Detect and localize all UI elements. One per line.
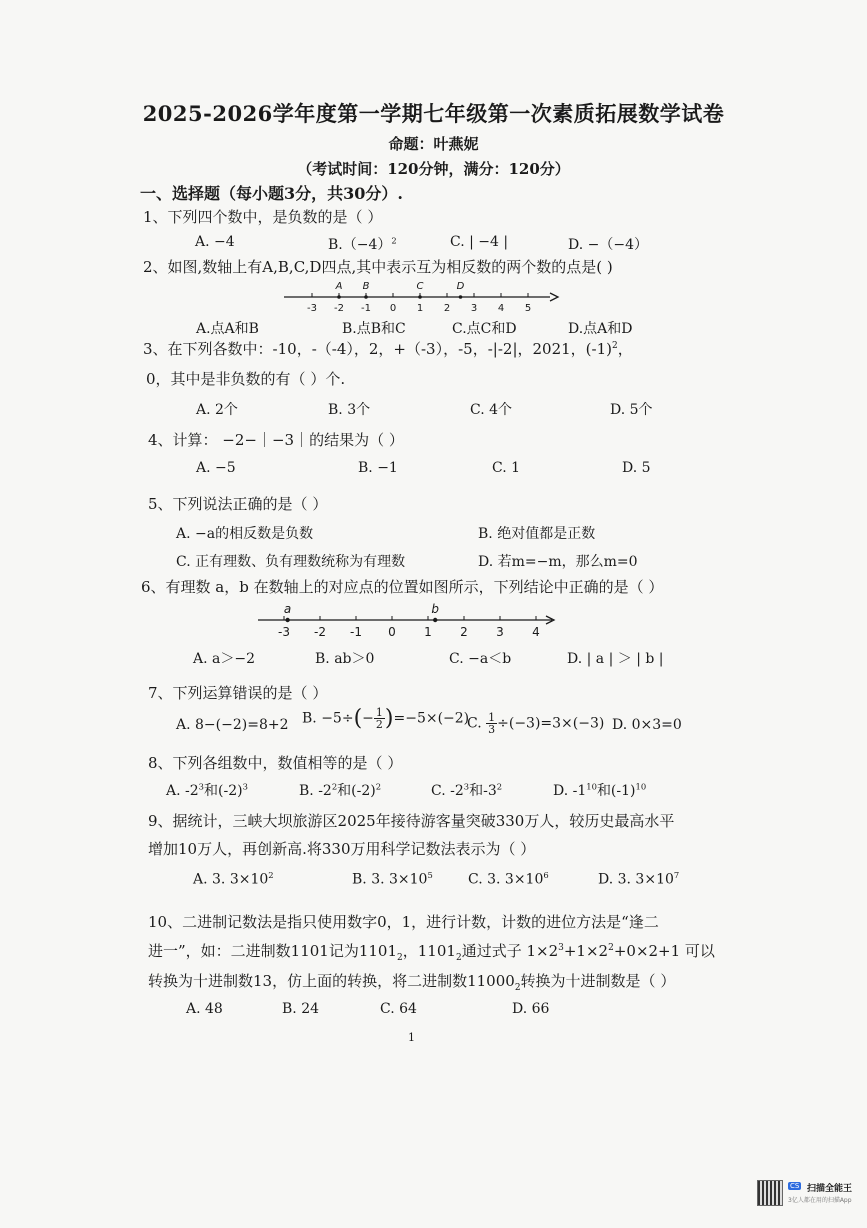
question-10-stem-line1: 10、二进制记数法是指只使用数字0，1，进行计数，计数的进位方法是“逢二 xyxy=(148,913,659,931)
question-5-option-a: A. −a的相反数是负数 xyxy=(176,526,314,542)
point-b xyxy=(433,618,437,622)
question-10-stem-line2: 进一”，如：二进制数1101记为$1101_2$，$1101_2$通过式子 $1\times 2^3+1\times 2^2+0\times 2+1$ 可以 xyxy=(148,942,715,963)
question-6-stem: 6、有理数 a，b 在数轴上的对应点的位置如图所示，下列结论中正确的是（ ） xyxy=(141,578,664,596)
question-2-option-a: A.点A和B xyxy=(196,321,259,337)
question-9-option-a: A. 3. $3\times 10^2$ xyxy=(193,870,274,888)
question-3-option-b: B. 3个 xyxy=(328,402,371,418)
question-7-stem: 7、下列运算错误的是（ ） xyxy=(148,684,328,702)
question-6-option-c: C. −a＜b xyxy=(449,651,512,667)
question-7-option-d: D. 0×3=0 xyxy=(612,717,682,733)
point-label: a xyxy=(283,602,292,616)
question-5-option-d: D. 若m=−m，那么m=0 xyxy=(478,554,638,570)
question-9-option-b: B. 3. $3\times 10^5$ xyxy=(352,870,433,888)
tick-label: 4 xyxy=(497,303,505,313)
question-8-option-b: B. $-2^2$和$(-2)^2$ xyxy=(299,781,382,799)
point-label: D xyxy=(456,281,465,292)
question-3-option-d: D. 5个 xyxy=(610,402,653,418)
tick-label: 3 xyxy=(470,303,478,313)
point-A xyxy=(337,295,341,299)
tick-label: -2 xyxy=(334,303,344,313)
question-4-option-c: C. 1 xyxy=(492,460,521,476)
point-a xyxy=(285,618,289,622)
question-4-option-d: D. 5 xyxy=(622,460,651,476)
tick-label: -2 xyxy=(314,625,326,639)
question-8-option-c: C. $-2^3$和$-3^2$ xyxy=(431,781,503,799)
question-5-option-c: C. 正有理数、负有理数统称为有理数 xyxy=(176,554,406,570)
point-C xyxy=(418,295,422,299)
question-8-option-d: D. $-1^{10}$和$(-1)^{10}$ xyxy=(553,781,647,799)
question-4-stem: 4、计算： −2−｜−3｜的结果为（ ） xyxy=(148,431,404,449)
question-2-number-line xyxy=(280,275,560,313)
question-9-stem-line2: 增加10万人，再创新高.将330万用科学记数法表示为（ ） xyxy=(148,840,536,858)
tick-label: -1 xyxy=(350,625,362,639)
question-6-number-line xyxy=(254,600,560,640)
question-3-stem-line2: 0，其中是非负数的有（ ）个. xyxy=(146,370,346,388)
tick-label: 1 xyxy=(416,303,424,313)
question-6-option-b: B. ab＞0 xyxy=(315,651,375,667)
question-2-option-c: C.点C和D xyxy=(452,321,517,337)
question-6-option-d: D. | a | ＞ | b | xyxy=(567,651,664,667)
question-8-option-a: A. $-2^3$和$(-2)^3$ xyxy=(166,781,248,799)
scanner-watermark xyxy=(757,1180,853,1210)
tick-label: -3 xyxy=(278,625,290,639)
question-5-option-b: B. 绝对值都是正数 xyxy=(478,526,596,542)
tick-label: 4 xyxy=(532,625,540,639)
qr-code-icon xyxy=(757,1180,783,1206)
tick-label: 1 xyxy=(424,625,432,639)
question-7-option-b: B. −5÷(− $\frac{1}{2}$ )=−5×(−2) xyxy=(302,706,470,731)
question-2-option-b: B.点B和C xyxy=(342,321,406,337)
exam-time-info: （考试时间：120分钟，满分：120分） xyxy=(297,160,570,178)
question-10-option-b: B. 24 xyxy=(282,1001,320,1017)
point-label: b xyxy=(431,602,440,616)
question-10-option-c: C. 64 xyxy=(380,1001,417,1017)
question-9-option-c: C. 3. $3\times 10^6$ xyxy=(468,870,549,888)
tick-label: -3 xyxy=(307,303,317,313)
question-1-option-d: D. −（−4） xyxy=(568,237,648,253)
question-6-option-a: A. a＞−2 xyxy=(193,651,255,667)
tick-label: 0 xyxy=(388,625,396,639)
point-label: A xyxy=(335,281,343,292)
camscanner-logo-icon: CS xyxy=(790,1182,800,1190)
question-1-stem: 1、下列四个数中，是负数的是（ ） xyxy=(143,208,383,226)
question-2-stem: 2、如图,数轴上有A,B,C,D四点,其中表示互为相反数的两个数的点是( ) xyxy=(143,258,613,276)
watermark-subtext: 3亿人都在用的扫描App xyxy=(788,1197,852,1204)
question-7-option-c: C. $\frac{1}{3}$ ÷(−3)=3×(−3) xyxy=(467,711,605,736)
section-title: 一、选择题（每小题3分，共30分）. xyxy=(140,184,403,203)
question-8-stem: 8、下列各组数中，数值相等的是（ ） xyxy=(148,754,403,772)
question-3-option-a: A. 2个 xyxy=(196,402,238,418)
question-4-option-a: A. −5 xyxy=(196,460,236,476)
axis-arrow-icon xyxy=(550,293,558,301)
exam-author: 命题：叶燕妮 xyxy=(388,135,479,153)
question-10-option-d: D. 66 xyxy=(512,1001,550,1017)
tick-label: 0 xyxy=(389,303,397,313)
exam-title: 2025-2026学年度第一学期七年级第一次素质拓展数学试卷 xyxy=(142,101,725,126)
point-label: B xyxy=(362,281,370,292)
question-4-option-b: B. −1 xyxy=(358,460,398,476)
question-1-option-a: A. −4 xyxy=(195,234,235,250)
watermark-text: 扫描全能王 xyxy=(807,1184,853,1194)
question-9-stem-line1: 9、据统计，三峡大坝旅游区2025年接待游客量突破330万人，较历史最高水平 xyxy=(148,812,675,830)
question-9-option-d: D. 3. $3\times 10^7$ xyxy=(598,870,680,888)
tick-label: 3 xyxy=(496,625,504,639)
point-D xyxy=(459,295,463,299)
question-3-stem-line1: 3、在下列各数中：-10，-（-4），2，+（-3），-5，-|-2|，2021，$(-1)^2$， xyxy=(143,340,633,358)
tick-label: 5 xyxy=(524,303,532,313)
question-1-option-b: $B.(-4)^2$ xyxy=(328,235,397,253)
question-10-stem-line3: 转换为十进制数13，仿上面的转换，将二进制数$11000_2$转换为十进制数是（ ） xyxy=(148,972,676,993)
tick-label: -1 xyxy=(361,303,371,313)
point-label: C xyxy=(416,281,424,292)
question-5-stem: 5、下列说法正确的是（ ） xyxy=(148,495,328,513)
point-B xyxy=(364,295,368,299)
question-2-option-d: D.点A和D xyxy=(568,321,633,337)
page-number: 1 xyxy=(408,1031,415,1044)
question-7-option-a: A. 8−(−2)=8+2 xyxy=(176,717,289,733)
tick-label: 2 xyxy=(443,303,451,313)
question-3-option-c: C. 4个 xyxy=(470,402,513,418)
question-10-option-a: A. 48 xyxy=(186,1001,223,1017)
question-1-option-c: C. | −4 | xyxy=(450,234,509,250)
tick-label: 2 xyxy=(460,625,468,639)
